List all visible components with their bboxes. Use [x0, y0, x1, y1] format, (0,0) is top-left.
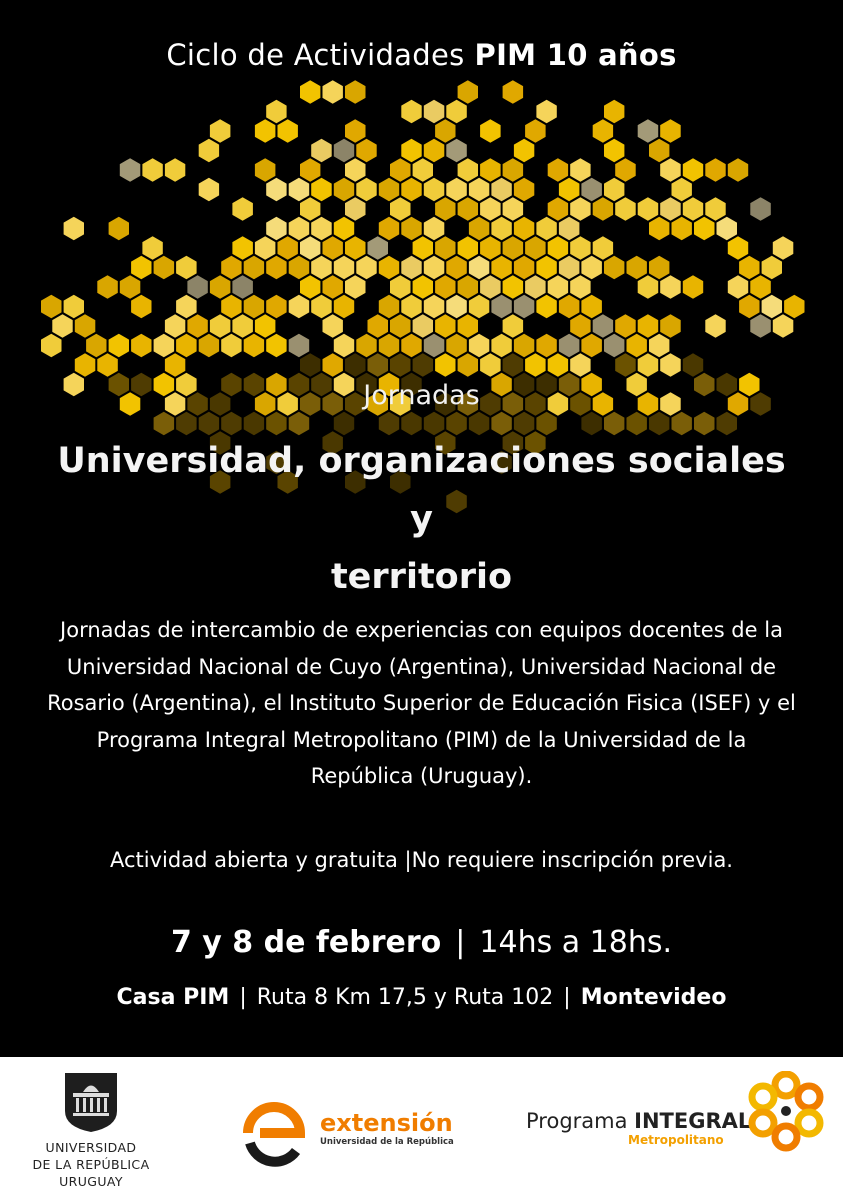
event-title-line2: territorio	[330, 557, 513, 597]
honeycomb-cell	[368, 236, 389, 260]
honeycomb-cell	[480, 275, 501, 299]
honeycomb-cell	[503, 236, 523, 260]
honeycomb-cell	[266, 256, 286, 280]
honeycomb-cell	[660, 275, 681, 299]
honeycomb-cell	[514, 295, 534, 319]
honeycomb-cell	[672, 178, 692, 202]
honeycomb-cell	[255, 119, 276, 143]
honeycomb-cell	[705, 197, 725, 221]
honeycomb-cell	[458, 314, 478, 338]
honeycomb-cell	[660, 353, 681, 377]
honeycomb-cell	[446, 295, 467, 319]
honeycomb-cell	[424, 217, 445, 241]
honeycomb-cell	[266, 217, 286, 241]
honeycomb-cell	[446, 100, 467, 124]
honeycomb-cell	[627, 256, 647, 280]
extension-e-icon	[238, 1097, 310, 1169]
honeycomb-cell	[232, 275, 253, 299]
honeycomb-cell	[514, 334, 534, 358]
honeycomb-cell	[514, 178, 534, 202]
honeycomb-cell	[199, 178, 219, 202]
honeycomb-cell	[154, 256, 175, 280]
pim-metropolitano: Metropolitano	[628, 1133, 724, 1147]
event-location	[0, 985, 843, 1010]
honeycomb-cell	[683, 158, 703, 182]
header-prefix: Ciclo de Actividades	[166, 38, 465, 72]
honeycomb-cell	[435, 236, 455, 260]
honeycomb-cell	[221, 256, 241, 280]
honeycomb-cell	[345, 119, 366, 143]
honeycomb-cell	[705, 158, 725, 182]
honeycomb-cell	[503, 80, 523, 104]
honeycomb-cell	[739, 295, 759, 319]
honeycomb-cell	[154, 334, 175, 358]
honeycomb-cell	[289, 295, 310, 319]
honeycomb-cell	[469, 334, 489, 358]
honeycomb-cell	[255, 314, 276, 338]
honeycomb-cell	[525, 119, 546, 143]
honeycomb-cell	[615, 158, 636, 182]
honeycomb-cell	[615, 197, 636, 221]
description-line: Universidad Nacional de Cuyo (Argentina), Universidad Nacional de	[66, 654, 777, 679]
honeycomb-cell	[221, 334, 241, 358]
header-emphasis: PIM 10 años	[474, 38, 677, 72]
honeycomb-cell	[401, 217, 421, 241]
honeycomb-cell	[458, 275, 478, 299]
honeycomb-cell	[750, 314, 771, 338]
event-schedule	[0, 925, 843, 960]
honeycomb-cell	[323, 236, 343, 260]
honeycomb-cell	[334, 295, 354, 319]
honeycomb-cell	[199, 334, 219, 358]
honeycomb-cell	[97, 353, 118, 377]
honeycomb-cell	[469, 295, 489, 319]
honeycomb-cell	[356, 256, 376, 280]
honeycomb-cell	[390, 158, 411, 182]
honeycomb-cell	[300, 236, 320, 260]
honeycomb-cell	[278, 236, 298, 260]
honeycomb-cell	[131, 256, 151, 280]
honeycomb-cell	[401, 256, 421, 280]
honeycomb-cell	[649, 217, 669, 241]
honeycomb-cell	[514, 256, 534, 280]
event-title-line1: Universidad, organizaciones sociales y	[57, 441, 786, 539]
honeycomb-cell	[109, 334, 129, 358]
honeycomb-cell	[491, 178, 511, 202]
honeycomb-cell	[232, 236, 253, 260]
honeycomb-cell	[323, 314, 343, 338]
route: Ruta 8 Km 17,5 y Ruta 102	[256, 985, 554, 1010]
honeycomb-cell	[728, 236, 748, 260]
honeycomb-cell	[458, 197, 478, 221]
extension-logo	[238, 1097, 458, 1177]
honeycomb-cell	[266, 334, 286, 358]
honeycomb-cell	[255, 236, 276, 260]
honeycomb-cell	[559, 295, 580, 319]
honeycomb-cell	[593, 197, 613, 221]
honeycomb-cell	[345, 275, 366, 299]
honeycomb-cell	[717, 217, 738, 241]
honeycomb-cell	[548, 353, 568, 377]
udelar-line: UNIVERSIDAD	[45, 1140, 137, 1155]
honeycomb-cell	[379, 295, 399, 319]
honeycomb-cell	[368, 314, 389, 338]
honeycomb-cell	[548, 236, 568, 260]
honeycomb-cell	[221, 295, 241, 319]
honeycomb-cell	[548, 158, 568, 182]
honeycomb-cell	[311, 178, 332, 202]
honeycomb-cell	[300, 197, 320, 221]
honeycomb-cell	[683, 275, 703, 299]
honeycomb-cell	[244, 256, 264, 280]
honeycomb-cell	[593, 314, 613, 338]
honeycomb-cell	[413, 236, 433, 260]
honeycomb-cell	[469, 256, 489, 280]
honeycomb-cell	[638, 119, 659, 143]
honeycomb-cell	[480, 197, 501, 221]
honeycomb-cell	[97, 275, 118, 299]
honeycomb-cell	[570, 353, 590, 377]
honeycomb-cell	[210, 314, 231, 338]
honeycomb-cell	[548, 197, 568, 221]
honeycomb-cell	[41, 334, 62, 358]
honeycomb-cell	[109, 217, 129, 241]
honeycomb-cell	[446, 178, 467, 202]
honeycomb-cell	[604, 139, 624, 163]
honeycomb-cell	[784, 295, 804, 319]
honeycomb-cell	[356, 334, 376, 358]
honeycomb-cell	[435, 275, 455, 299]
honeycomb-cell	[165, 158, 185, 182]
honeycomb-cell	[323, 353, 343, 377]
honeycomb-cell	[638, 197, 659, 221]
honeycomb-cell	[604, 178, 624, 202]
honeycomb-cell	[187, 275, 207, 299]
pim-integral: INTEGRAL	[634, 1109, 752, 1133]
honeycomb-cell	[469, 178, 489, 202]
honeycomb-cell	[480, 158, 501, 182]
honeycomb-cell	[536, 217, 556, 241]
extension-word: extensión	[320, 1109, 453, 1137]
honeycomb-cell	[244, 295, 264, 319]
event-time: 14hs a 18hs.	[479, 925, 673, 960]
honeycomb-cell	[266, 178, 286, 202]
honeycomb-cell	[750, 197, 771, 221]
honeycomb-cell	[401, 295, 421, 319]
honeycomb-cell	[728, 275, 748, 299]
honeycomb-cell	[525, 236, 546, 260]
honeycomb-cell	[604, 334, 624, 358]
honeycomb-cell	[86, 334, 106, 358]
poster-header	[0, 38, 843, 72]
honeycomb-cell	[210, 119, 231, 143]
honeycomb-cell	[345, 197, 366, 221]
honeycomb-cell	[300, 158, 320, 182]
location-separator: |	[239, 985, 247, 1010]
honeycomb-cell	[334, 217, 354, 241]
location-separator: |	[563, 985, 571, 1010]
honeycomb-cell	[424, 139, 445, 163]
description-line: Jornadas de intercambio de experiencias con equipos docentes de la	[60, 618, 783, 642]
honeycomb-cell	[75, 353, 96, 377]
honeycomb-cell	[424, 295, 445, 319]
honeycomb-cell	[536, 100, 556, 124]
honeycomb-cell	[75, 314, 96, 338]
honeycomb-cell	[649, 256, 669, 280]
honeycomb-cell	[334, 178, 354, 202]
honeycomb-cell	[581, 178, 602, 202]
honeycomb-cell	[762, 256, 782, 280]
honeycomb-cell	[131, 334, 151, 358]
honeycomb-cell	[424, 334, 445, 358]
honeycomb-cell	[64, 217, 84, 241]
honeycomb-cell	[323, 275, 343, 299]
honeycomb-cell	[491, 256, 511, 280]
honeycomb-cell	[480, 236, 501, 260]
honeycomb-cell	[176, 256, 197, 280]
honeycomb-cell	[638, 353, 659, 377]
honeycomb-cell	[570, 314, 590, 338]
event-title	[40, 432, 803, 606]
honeycomb-cell	[199, 139, 219, 163]
honeycomb-cell	[491, 217, 511, 241]
honeycomb-cell	[773, 314, 794, 338]
honeycomb-cell	[356, 178, 376, 202]
honeycomb-cell	[536, 334, 556, 358]
honeycomb-cell	[424, 178, 445, 202]
honeycomb-cell	[345, 353, 366, 377]
honeycomb-cell	[368, 353, 389, 377]
honeycomb-cell	[120, 158, 141, 182]
pim-logo-text	[526, 1109, 752, 1147]
honeycomb-cell	[627, 334, 647, 358]
honeycomb-cell	[435, 197, 455, 221]
honeycomb-cell	[289, 178, 310, 202]
honeycomb-cell	[615, 314, 636, 338]
honeycomb-cell	[446, 256, 467, 280]
honeycomb-cell	[660, 119, 681, 143]
honeycomb-cell	[210, 275, 231, 299]
honeycomb-cell	[435, 314, 455, 338]
honeycomb-cell	[638, 275, 659, 299]
honeycomb-cell	[458, 80, 478, 104]
honeycomb-cell	[131, 295, 151, 319]
honeycomb-cell	[514, 217, 534, 241]
honeycomb-cell	[413, 275, 433, 299]
udelar-line: URUGUAY	[59, 1174, 123, 1189]
honeycomb-cell	[311, 217, 332, 241]
honeycomb-cell	[503, 353, 523, 377]
udelar-logo	[28, 1071, 154, 1190]
honeycomb-cell	[570, 275, 590, 299]
description-line: Programa Integral Metropolitano (PIM) de la Universidad de la	[96, 727, 747, 752]
honeycomb-cell	[187, 314, 207, 338]
honeycomb-cell	[683, 353, 703, 377]
honeycomb-cell	[379, 256, 399, 280]
honeycomb-cell	[638, 314, 659, 338]
honeycomb-cell	[491, 295, 511, 319]
extension-sub: Universidad de la República	[320, 1137, 454, 1147]
honeycomb-cell	[356, 139, 376, 163]
honeycomb-cell	[503, 158, 523, 182]
honeycomb-cell	[266, 100, 286, 124]
honeycomb-cell	[311, 295, 332, 319]
honeycomb-cell	[278, 119, 298, 143]
honeycomb-cell	[379, 217, 399, 241]
honeycomb-cell	[401, 178, 421, 202]
honeycomb-cell	[424, 256, 445, 280]
honeycomb-cell	[334, 139, 354, 163]
honeycomb-cell	[345, 80, 366, 104]
honeycomb-cell	[503, 275, 523, 299]
venue: Casa PIM	[116, 985, 230, 1010]
honeycomb-cell	[503, 314, 523, 338]
honeycomb-cell	[311, 256, 332, 280]
honeycomb-cell	[773, 236, 794, 260]
honeycomb-cell	[142, 236, 162, 260]
honeycomb-cell	[559, 217, 580, 241]
honeycomb-cell	[266, 295, 286, 319]
honeycomb-cell	[176, 295, 197, 319]
honeycomb-cell	[446, 334, 467, 358]
pim-programa: Programa	[526, 1109, 628, 1133]
honeycomb-cell	[728, 158, 748, 182]
honeycomb-cell	[142, 158, 162, 182]
open-activity-note: Actividad abierta y gratuita |No requiere inscripción previa.	[110, 848, 733, 872]
honeycomb-cell	[739, 256, 759, 280]
honeycomb-cell	[581, 295, 602, 319]
honeycomb-cell	[255, 158, 276, 182]
honeycomb-cell	[660, 158, 681, 182]
honeycomb-cell	[52, 314, 72, 338]
honeycomb-cell	[323, 80, 343, 104]
honeycomb-cell	[683, 197, 703, 221]
honeycomb-cell	[480, 353, 501, 377]
honeycomb-cell	[514, 139, 534, 163]
honeycomb-cell	[525, 353, 546, 377]
event-subtitle: Jornadas	[363, 380, 480, 411]
honeycomb-cell	[379, 334, 399, 358]
honeycomb-cell	[390, 314, 411, 338]
honeycomb-cell	[503, 197, 523, 221]
honeycomb-cell	[401, 139, 421, 163]
schedule-separator: |	[455, 925, 466, 960]
event-description	[20, 612, 823, 795]
honeycomb-cell	[413, 158, 433, 182]
honeycomb-cell	[649, 139, 669, 163]
honeycomb-cell	[41, 295, 62, 319]
honeycomb-cell	[491, 334, 511, 358]
honeycomb-cell	[413, 314, 433, 338]
honeycomb-cell	[435, 119, 455, 143]
honeycomb-cell	[660, 314, 681, 338]
honeycomb-cell	[660, 197, 681, 221]
honeycomb-cell	[525, 275, 546, 299]
honeycomb-cell	[165, 314, 185, 338]
honeycomb-cell	[289, 256, 310, 280]
honeycomb-cell	[311, 139, 332, 163]
honeycomb-cell	[120, 275, 141, 299]
honeycomb-cell	[289, 334, 310, 358]
honeycomb-cell	[401, 100, 421, 124]
honeycomb-cell	[570, 236, 590, 260]
honeycomb-cell	[570, 197, 590, 221]
honeycomb-cell	[300, 275, 320, 299]
honeycomb-cell	[300, 80, 320, 104]
honeycomb-cell	[289, 217, 310, 241]
honeycomb-cell	[570, 158, 590, 182]
honeycomb-cell	[649, 334, 669, 358]
honeycomb-cell	[672, 217, 692, 241]
description-line: Rosario (Argentina), el Instituto Superior de Educación Fisica (ISEF) y el	[47, 691, 796, 715]
honeycomb-cell	[705, 314, 725, 338]
honeycomb-cell	[232, 197, 253, 221]
honeycomb-cell	[581, 256, 602, 280]
honeycomb-cell	[604, 256, 624, 280]
honeycomb-cell	[64, 295, 84, 319]
logo-footer	[0, 1057, 843, 1200]
honeycomb-cell	[615, 353, 636, 377]
honeycomb-cell	[536, 256, 556, 280]
honeycomb-cell	[593, 119, 613, 143]
honeycomb-cell	[413, 353, 433, 377]
honeycomb-cell	[458, 158, 478, 182]
honeycomb-cell	[559, 178, 580, 202]
honeycomb-cell	[390, 197, 411, 221]
city: Montevideo	[580, 985, 727, 1010]
honeycomb-cell	[581, 334, 602, 358]
honeycomb-cell	[694, 217, 715, 241]
honeycomb-cell	[390, 353, 411, 377]
honeycomb-cell	[458, 236, 478, 260]
honeycomb-cell	[762, 295, 782, 319]
honeycomb-cell	[604, 100, 624, 124]
pim-flower-icon	[745, 1071, 827, 1153]
honeycomb-cell	[345, 158, 366, 182]
honeycomb-cell	[435, 353, 455, 377]
description-line: República (Uruguay).	[310, 764, 533, 788]
honeycomb-cell	[536, 295, 556, 319]
honeycomb-cell	[401, 334, 421, 358]
honeycomb-cell	[559, 334, 580, 358]
honeycomb-cell	[446, 139, 467, 163]
honeycomb-cell	[232, 314, 253, 338]
honeycomb-cell	[345, 236, 366, 260]
honeycomb-cell	[379, 178, 399, 202]
udelar-shield-icon	[63, 1071, 119, 1133]
honeycomb-cell	[458, 353, 478, 377]
honeycomb-cell	[334, 334, 354, 358]
event-date: 7 y 8 de febrero	[170, 925, 442, 960]
honeycomb-cell	[176, 334, 197, 358]
honeycomb-cell	[559, 256, 580, 280]
honeycomb-cell	[750, 275, 771, 299]
honeycomb-cell	[390, 275, 411, 299]
honeycomb-cell	[593, 236, 613, 260]
honeycomb-cell	[424, 100, 445, 124]
udelar-line: DE LA REPÚBLICA	[32, 1157, 150, 1172]
honeycomb-cell	[469, 217, 489, 241]
honeycomb-cell	[548, 275, 568, 299]
honeycomb-cell	[300, 353, 320, 377]
honeycomb-cell	[334, 256, 354, 280]
honeycomb-cell	[165, 353, 185, 377]
honeycomb-cell	[480, 119, 501, 143]
honeycomb-cell	[244, 334, 264, 358]
